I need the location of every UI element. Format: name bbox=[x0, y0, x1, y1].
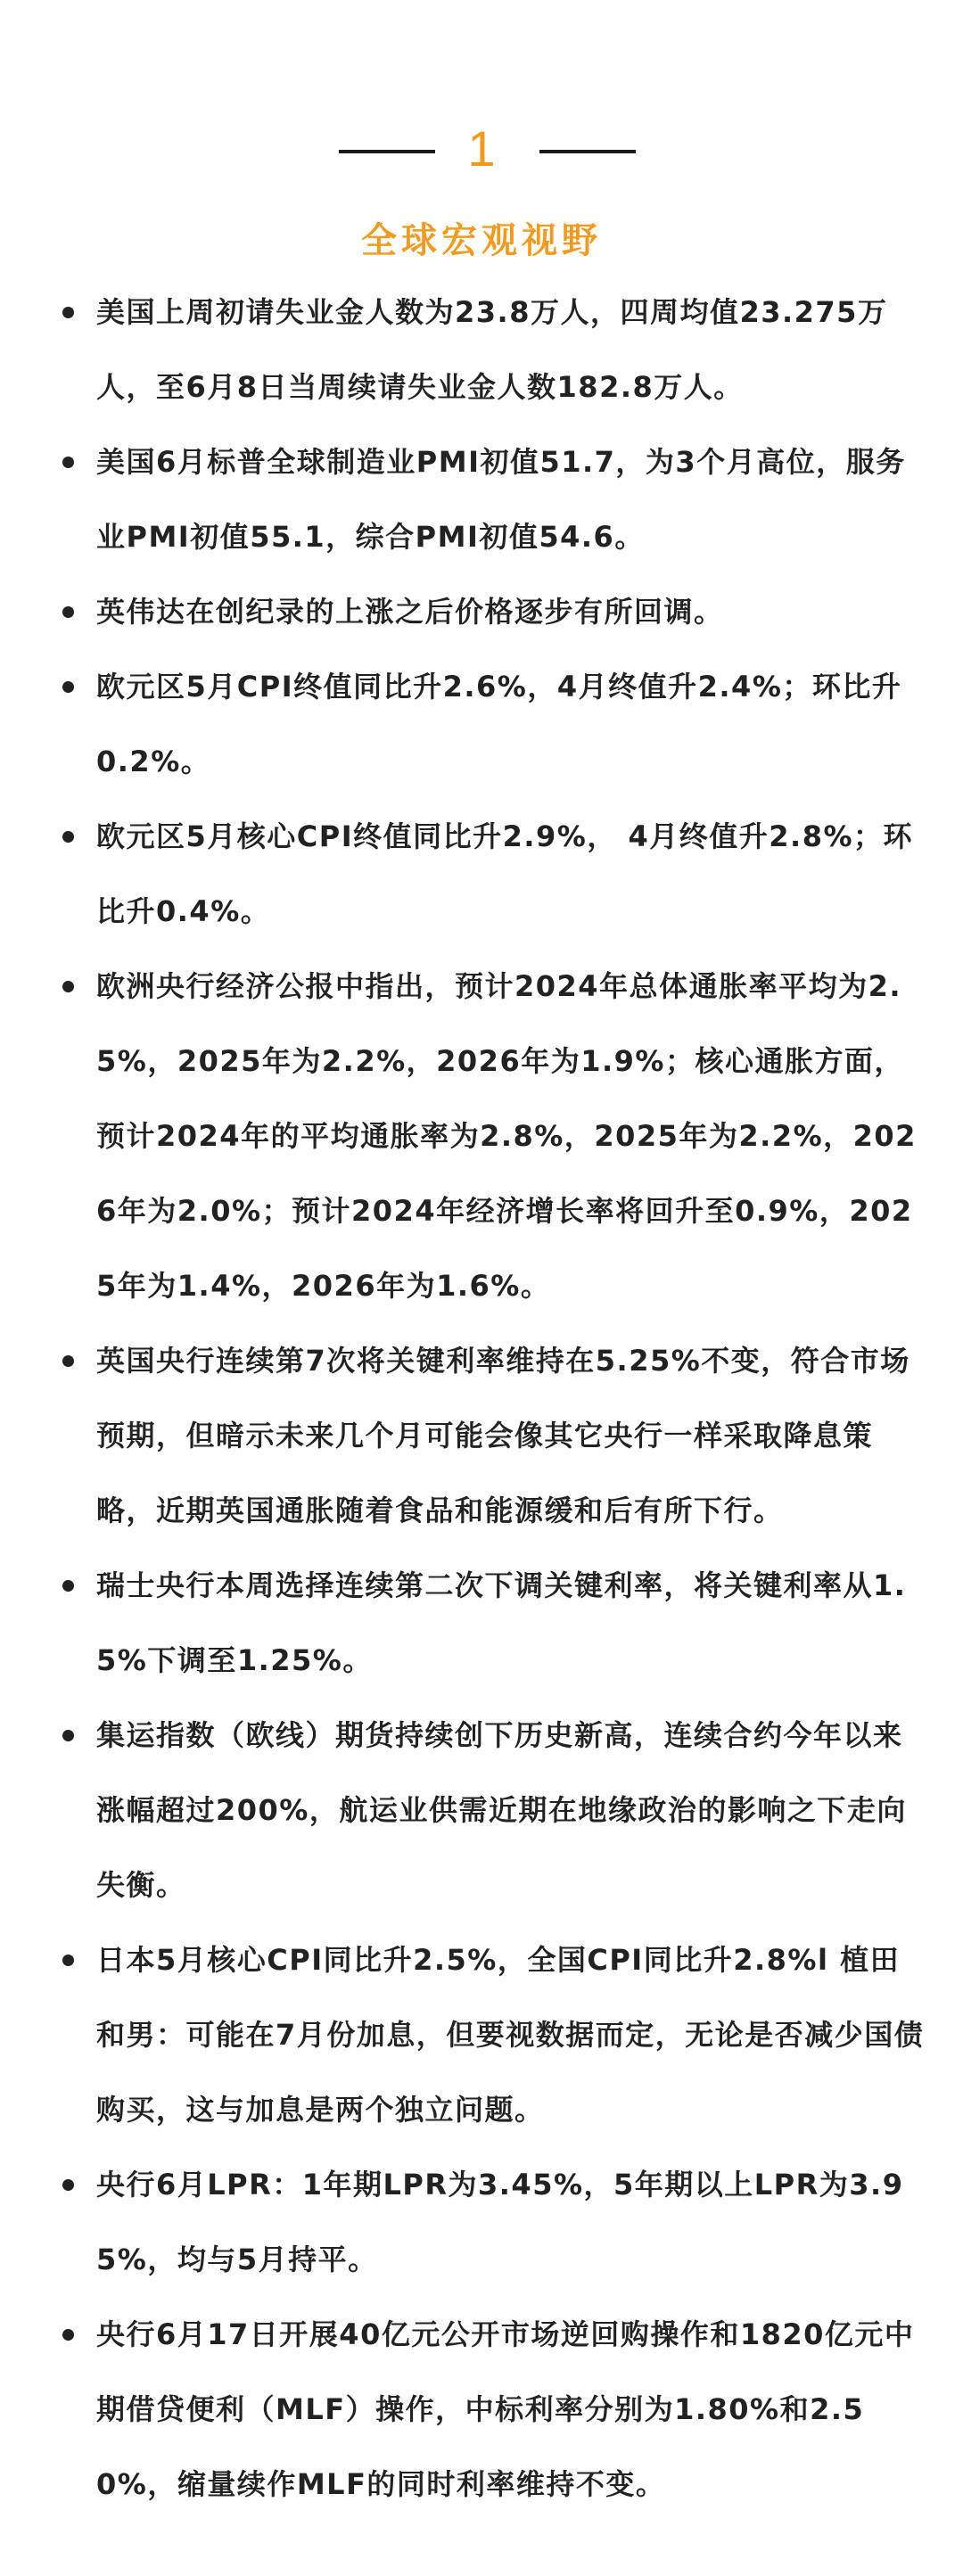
section-number: 1 bbox=[467, 120, 496, 177]
bullet-item-us-pmi: 美国6月标普全球制造业PMI初值51.7，为3个月高位，服务业PMI初值55.1，综合PMI初值54.6。 bbox=[0, 424, 963, 574]
bullet-item-eurozone-cpi: 欧元区5月CPI终值同比升2.6%，4月终值升2.4%；环比升0.2%。 bbox=[0, 649, 963, 799]
bullet-list bbox=[0, 275, 963, 2522]
bullet-item-pboc-mlf: 央行6月17日开展40亿元公开市场逆回购操作和1820亿元中期借贷便利（MLF）操作，中标利率分别为1.80%和2.50%，缩量续作MLF的同时利率维持不变。 bbox=[0, 2297, 963, 2522]
bullet-item-container-freight-index: 集运指数（欧线）期货持续创下历史新高，连续合约今年以来涨幅超过200%，航运业供需近期在地缘政治的影响之下走向失衡。 bbox=[0, 1698, 963, 1922]
right-rule-divider bbox=[539, 150, 636, 153]
bullet-item-pboc-lpr: 央行6月LPR：1年期LPR为3.45%，5年期以上LPR为3.95%，均与5月持平。 bbox=[0, 2147, 963, 2297]
bullet-item-eurozone-core-cpi: 欧元区5月核心CPI终值同比升2.9%， 4月终值升2.8%；环比升0.4%。 bbox=[0, 799, 963, 949]
bullet-item-us-jobless-claims: 美国上周初请失业金人数为23.8万人，四周均值23.275万人，至6月8日当周续请失业金人数182.8万人。 bbox=[0, 275, 963, 424]
bullet-item-ecb-bulletin: 欧洲央行经济公报中指出，预计2024年总体通胀率平均为2.5%，2025年为2.2%，2026年为1.9%；核心通胀方面，预计2024年的平均通胀率为2.8%，2025年为2.2%，2026年为2.0%；预计2024年经济增长率将回升至0.9%，2025年为1.4%，2026年为1.6%。 bbox=[0, 949, 963, 1323]
bullet-item-snb-rate: 瑞士央行本周选择连续第二次下调关键利率，将关键利率从1.5%下调至1.25%。 bbox=[0, 1548, 963, 1698]
bullet-item-boe-rate: 英国央行连续第7次将关键利率维持在5.25%不变，符合市场预期，但暗示未来几个月可能会像其它央行一样采取降息策略，近期英国通胀随着食品和能源缓和后有所下行。 bbox=[0, 1323, 963, 1548]
section-number-row bbox=[0, 118, 963, 180]
bullet-item-japan-cpi: 日本5月核心CPI同比升2.5%，全国CPI同比升2.8%l 植田和男：可能在7月份加息，但要视数据而定，无论是否减少国债购买，这与加息是两个独立问题。 bbox=[0, 1922, 963, 2147]
bullet-item-nvidia: 英伟达在创纪录的上涨之后价格逐步有所回调。 bbox=[0, 574, 963, 649]
section-header bbox=[0, 0, 963, 267]
left-rule-divider bbox=[339, 150, 435, 153]
section-title: 全球宏观视野 bbox=[361, 220, 602, 261]
